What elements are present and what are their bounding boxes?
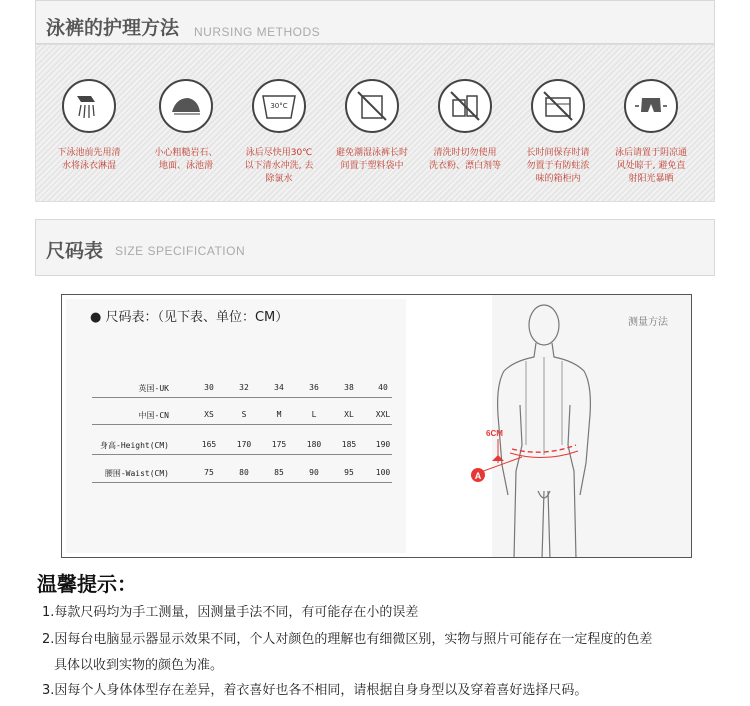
care-text: 味的箱柜内 — [535, 174, 581, 184]
size-row-uk — [92, 379, 392, 398]
row-label: 身高-Height(CM) — [100, 441, 169, 450]
tips-title: 温馨提示： — [37, 572, 137, 596]
point-a-label: A — [474, 471, 482, 481]
size-cell: 32 — [239, 383, 249, 392]
size-cell: 38 — [344, 383, 354, 392]
size-table-title: ● 尺码表：（见下表、单位：CM） — [90, 310, 289, 325]
care-text: 泳后尽快用30℃ — [245, 148, 313, 158]
care-item-wash — [233, 79, 325, 186]
care-item-plastic — [326, 79, 418, 173]
row-label: 英国-UK — [138, 384, 169, 393]
nursing-title: 泳裤的护理方法 — [46, 17, 180, 39]
shower-icon — [62, 79, 116, 133]
size-row-height — [92, 436, 392, 455]
size-cell: 36 — [309, 383, 319, 392]
care-item-dry — [605, 79, 697, 186]
tip-line: 1.每款尺码均为手工测量，因测量手法不同，有可能存在小的误差 — [42, 605, 419, 620]
size-cell: XS — [204, 410, 214, 419]
care-text: 洗衣粉、漂白剂等 — [428, 161, 501, 171]
no-detergent-icon — [438, 79, 492, 133]
tip-line: 2.因每台电脑显示器显示效果不同，个人对颜色的理解也有细微区别，实物与照片可能存在一定程度的色差 — [42, 632, 653, 647]
care-text: 长时间保存时请 — [526, 148, 590, 158]
shade-dry-icon — [624, 79, 678, 133]
care-item-detergent — [419, 79, 511, 173]
size-cell: 40 — [378, 383, 388, 392]
care-text: 射阳光暴晒 — [628, 174, 674, 184]
size-cell: 175 — [271, 440, 287, 449]
nursing-panel — [35, 44, 715, 202]
care-text: 除氯水 — [265, 174, 293, 184]
size-cell: 100 — [375, 468, 391, 477]
care-item-rock — [140, 79, 232, 173]
row-label: 中国-CN — [138, 411, 169, 420]
row-label: 腰围-Waist(CM) — [104, 469, 169, 478]
wash-temp: 30°C — [270, 102, 288, 110]
care-text: 下泳池前先用清 — [57, 148, 121, 158]
care-text: 避免潮湿泳裤长时 — [335, 148, 408, 158]
care-text: 清洗时切勿使用 — [433, 148, 497, 158]
size-cell: 80 — [239, 468, 249, 477]
size-cell: 85 — [274, 468, 284, 477]
size-cell: 95 — [344, 468, 354, 477]
care-text: 以下清水冲洗, 去 — [244, 161, 314, 171]
size-cell: 170 — [236, 440, 252, 449]
size-cell: M — [276, 410, 282, 419]
size-cell: 90 — [309, 468, 319, 477]
cold-water-wash-icon — [252, 79, 306, 133]
size-cell: 185 — [341, 440, 357, 449]
slippery-rock-icon — [159, 79, 213, 133]
size-cell: 180 — [306, 440, 322, 449]
size-cell: 34 — [274, 383, 284, 392]
size-row-waist — [92, 464, 392, 483]
size-cell: XXL — [375, 410, 391, 419]
size-cell: 30 — [204, 383, 214, 392]
care-text: 间置于塑料袋中 — [340, 161, 404, 171]
nursing-header — [35, 0, 715, 44]
nursing-title-en: NURSING METHODS — [194, 25, 321, 39]
no-storage-box-icon — [531, 79, 585, 133]
care-text: 勿置于有防蛀浓 — [526, 161, 590, 171]
measure-method-label: 测量方法 — [628, 317, 668, 328]
tip-line: 3.因每个人身体体型存在差异，着衣喜好也各不相同，请根据自身身型以及穿着喜好选择尺码。 — [42, 683, 588, 698]
care-text: 泳后请置于阴凉通 — [614, 148, 687, 158]
body-outline — [498, 305, 591, 558]
size-header — [35, 219, 715, 276]
size-table-bg — [66, 299, 406, 553]
size-chart — [61, 294, 692, 558]
size-row-cn — [92, 406, 392, 425]
care-text: 水将泳衣淋湿 — [61, 161, 116, 171]
care-item-shower — [43, 79, 135, 173]
care-text: 风处晾干, 避免直 — [616, 161, 686, 171]
six-cm-label: 6CM — [486, 429, 503, 438]
body-measure-figure — [462, 295, 692, 558]
size-cell: S — [241, 410, 247, 419]
size-title-en: SIZE SPECIFICATION — [115, 244, 246, 258]
no-plastic-bag-icon — [345, 79, 399, 133]
size-cell: XL — [344, 410, 354, 419]
size-cell: 75 — [204, 468, 214, 477]
care-item-storage — [512, 79, 604, 186]
size-cell: L — [311, 410, 317, 419]
size-title: 尺码表 — [46, 240, 104, 262]
care-text: 地面、泳池滑 — [158, 161, 213, 171]
size-cell: 190 — [375, 440, 391, 449]
size-cell: 165 — [201, 440, 217, 449]
care-text: 小心粗糙岩石、 — [154, 148, 218, 158]
tip-line: 具体以收到实物的颜色为准。 — [54, 658, 224, 673]
